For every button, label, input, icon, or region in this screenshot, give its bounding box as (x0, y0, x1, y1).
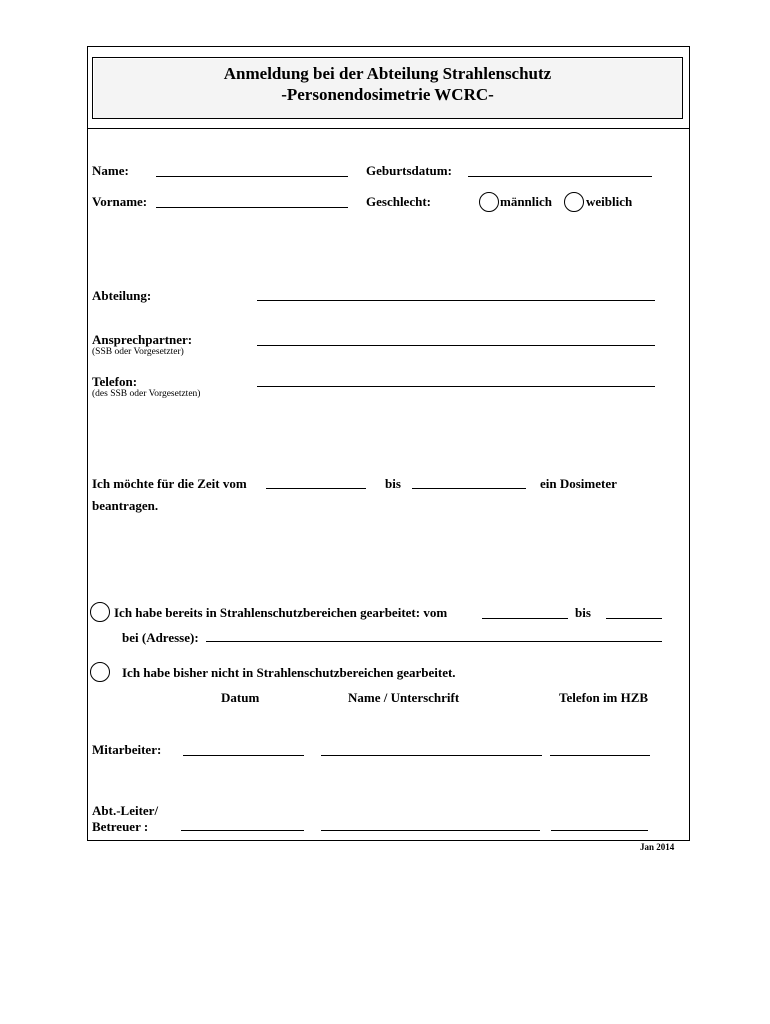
request-from-field[interactable] (266, 488, 366, 489)
employee-label: Mitarbeiter: (92, 742, 162, 757)
phone-label: Telefon: (92, 374, 138, 389)
name-column-header: Name / Unterschrift (348, 690, 460, 705)
phone-column-header: Telefon im HZB (559, 690, 649, 705)
request-until-field[interactable] (412, 488, 526, 489)
phone-hint: (des SSB oder Vorgesetzten) (92, 389, 201, 399)
supervisor-phone-field[interactable] (551, 830, 648, 831)
address-label: bei (Adresse): (122, 630, 199, 645)
request-text-end: ein Dosimeter (540, 476, 617, 491)
phone-field[interactable] (257, 386, 655, 387)
employee-signature-field[interactable] (321, 755, 542, 756)
request-text-start: Ich möchte für die Zeit vom (92, 476, 247, 491)
form-date: Jan 2014 (640, 842, 675, 852)
supervisor-label-line2: Betreuer : (92, 819, 149, 834)
female-label: weiblich (586, 194, 633, 209)
supervisor-signature-field[interactable] (321, 830, 540, 831)
not-worked-radio[interactable] (90, 662, 110, 682)
gender-label: Geschlecht: (366, 194, 431, 209)
worked-until-field[interactable] (606, 618, 662, 619)
contact-hint: (SSB oder Vorgesetzter) (92, 347, 184, 357)
contact-field[interactable] (257, 345, 655, 346)
female-radio[interactable] (564, 192, 584, 212)
department-label: Abteilung: (92, 288, 152, 303)
form-subtitle: -Personendosimetrie WCRC- (281, 85, 494, 104)
birthdate-field[interactable] (468, 176, 652, 177)
male-label: männlich (500, 194, 553, 209)
supervisor-date-field[interactable] (181, 830, 304, 831)
birthdate-label: Geburtsdatum: (366, 163, 452, 178)
header-divider (87, 128, 690, 129)
worked-radio[interactable] (90, 602, 110, 622)
firstname-field[interactable] (156, 207, 348, 208)
male-radio[interactable] (479, 192, 499, 212)
worked-until-label: bis (575, 605, 591, 620)
address-field[interactable] (206, 641, 662, 642)
employee-date-field[interactable] (183, 755, 304, 756)
request-text-line2: beantragen. (92, 498, 159, 513)
supervisor-label-line1: Abt.-Leiter/ (92, 803, 159, 818)
department-field[interactable] (257, 300, 655, 301)
name-field[interactable] (156, 176, 348, 177)
request-until-label: bis (385, 476, 401, 491)
date-column-header: Datum (221, 690, 260, 705)
form-title: Anmeldung bei der Abteilung Strahlenschutz (223, 64, 552, 83)
contact-label: Ansprechpartner: (92, 332, 193, 347)
worked-label: Ich habe bereits in Strahlenschutzbereichen gearbeitet: vom (114, 605, 448, 620)
firstname-label: Vorname: (92, 194, 148, 209)
not-worked-label: Ich habe bisher nicht in Strahlenschutzbereichen gearbeitet. (122, 665, 456, 680)
name-label: Name: (92, 163, 129, 178)
worked-from-field[interactable] (482, 618, 568, 619)
employee-phone-field[interactable] (550, 755, 650, 756)
